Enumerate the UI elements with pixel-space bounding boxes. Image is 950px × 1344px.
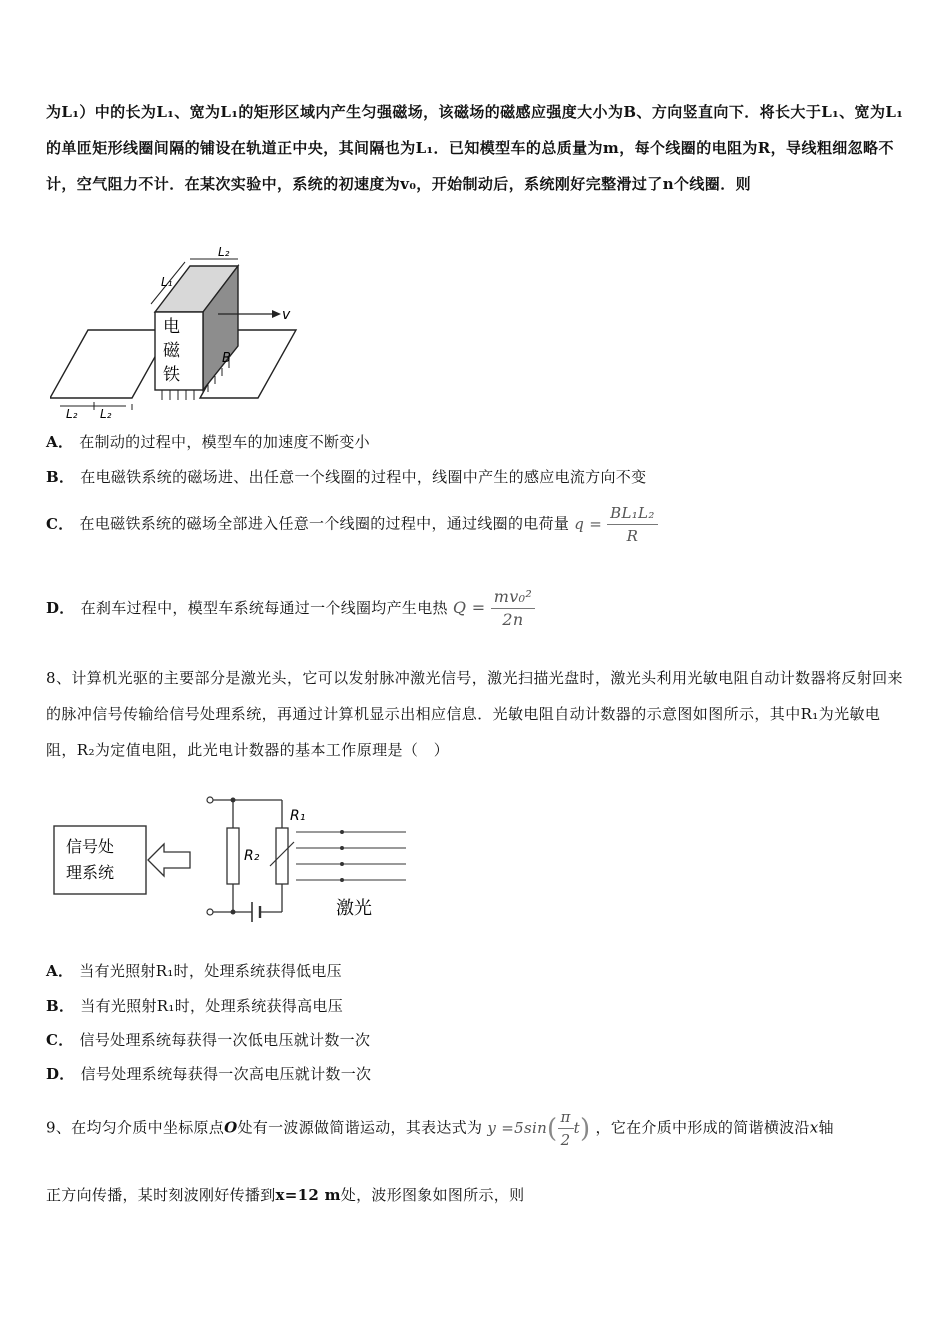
option-text: 在刹车过程中，模型车系统每通过一个线圈均产生电热 <box>80 599 448 617</box>
origin-symbol: O <box>224 1118 238 1137</box>
box-line-1: 信号处 <box>66 837 115 856</box>
x-axis-symbol: x <box>809 1118 819 1137</box>
q9-line-2 <box>46 1184 524 1205</box>
formula-var: t <box>573 1118 580 1137</box>
label-laser: 激光 <box>336 898 372 919</box>
q9-text: 轴 <box>818 1118 834 1137</box>
block-char-3: 铁 <box>163 365 180 385</box>
option-text: 当有光照射R₁时，处理系统获得高电压 <box>80 997 343 1015</box>
q9-line-1 <box>46 1106 908 1151</box>
q8-option-b <box>46 995 343 1016</box>
formula-lhs: y =5sin <box>487 1118 548 1137</box>
q8-option-d <box>46 1063 371 1084</box>
wave-formula: y =5sin( $\frac{\pi}{2}$ t) <box>487 1108 591 1149</box>
formula-numerator: π <box>558 1106 574 1129</box>
q7-intro: 为L₁）中的长为L₁、宽为L₁的矩形区域内产生匀强磁场，该磁场的磁感应强度大小为B、方向竖直向下．将长大于L₁、宽为L₁的单匝矩形线圈间隔的铺设在轨道正中央，其间隔也为L₁．已知模型车的总质量为m，每个线圈的电阻为R，导线粗细忽略不计，空气阻力不计．在某次实验中，系统的初速度为v₀，开始制动后，系统刚好完整滑过了n个线圈．则 <box>46 103 904 193</box>
label-v: v <box>282 307 291 323</box>
q7-option-a <box>46 431 370 452</box>
option-label: A． <box>46 433 74 451</box>
q9-text: ，它在介质中形成的简谐横波沿 <box>595 1118 810 1137</box>
electromagnet-figure <box>50 238 310 423</box>
formula-denominator: 2n <box>502 610 524 629</box>
option-label: C． <box>46 514 74 533</box>
label-l1: L₁ <box>161 275 173 289</box>
label-r2: R₂ <box>244 848 260 864</box>
option-text: 信号处理系统每获得一次低电压就计数一次 <box>79 1031 371 1049</box>
label-b: B <box>222 351 231 366</box>
option-text: 在制动的过程中，模型车的加速度不断变小 <box>79 433 370 451</box>
option-text: 在电磁铁系统的磁场全部进入任意一个线圈的过程中，通过线圈的电荷量 <box>79 514 570 533</box>
q7-option-d <box>46 586 535 631</box>
option-label: D． <box>46 1065 75 1083</box>
q9-text: 正方向传播，某时刻波刚好传播到 <box>46 1186 276 1204</box>
box-line-2: 理系统 <box>66 863 115 882</box>
q8-option-a <box>46 960 342 981</box>
option-label: A． <box>46 962 74 980</box>
q9-text: 处有一波源做简谐运动，其表达式为 <box>237 1118 483 1137</box>
formula-lhs: Q = <box>452 598 486 617</box>
q9-text: 处，波形图象如图所示，则 <box>340 1186 525 1204</box>
wave-position: x=12 m <box>275 1186 341 1204</box>
block-char-1: 电 <box>163 317 180 337</box>
q7-option-b <box>46 466 646 487</box>
formula-numerator: mv₀² <box>491 586 535 609</box>
q8-option-c <box>46 1029 370 1050</box>
charge-formula <box>574 504 657 545</box>
label-r1: R₁ <box>290 808 306 824</box>
q8-stem: 8、计算机光驱的主要部分是激光头，它可以发射脉冲激光信号，激光扫描光盘时，激光头利用光敏电阻自动计数器将反射回来的脉冲信号传输给信号处理系统，再通过计算机显示出相应信息．光敏电阻自动计数器的示意图如图所示，其中R₁为光敏电阻，R₂为定值电阻，此光电计数器的基本工作原理是（ ） <box>46 669 903 759</box>
option-text: 当有光照射R₁时，处理系统获得低电压 <box>79 962 342 980</box>
formula-denominator: R <box>626 527 639 545</box>
option-label: B． <box>46 468 75 486</box>
option-text: 信号处理系统每获得一次高电压就计数一次 <box>80 1065 372 1083</box>
option-label: C． <box>46 1031 74 1049</box>
q9-text: 9、在均匀介质中坐标原点 <box>46 1118 225 1137</box>
block-char-2: 磁 <box>163 341 180 361</box>
label-l2-bottom-right: L₂ <box>100 407 112 421</box>
option-label: B． <box>46 997 75 1015</box>
option-text: 在电磁铁系统的磁场进、出任意一个线圈的过程中，线圈中产生的感应电流方向不变 <box>80 468 647 486</box>
formula-lhs: q = <box>574 514 603 533</box>
formula-denominator: 2 <box>560 1131 571 1149</box>
label-l2-top: L₂ <box>218 245 230 259</box>
heat-formula <box>452 587 535 629</box>
photo-counter-figure <box>50 790 420 930</box>
label-l2-bottom-left: L₂ <box>66 407 78 421</box>
q7-option-c <box>46 502 658 547</box>
formula-numerator: BL₁L₂ <box>607 502 657 525</box>
option-label: D． <box>46 599 75 617</box>
